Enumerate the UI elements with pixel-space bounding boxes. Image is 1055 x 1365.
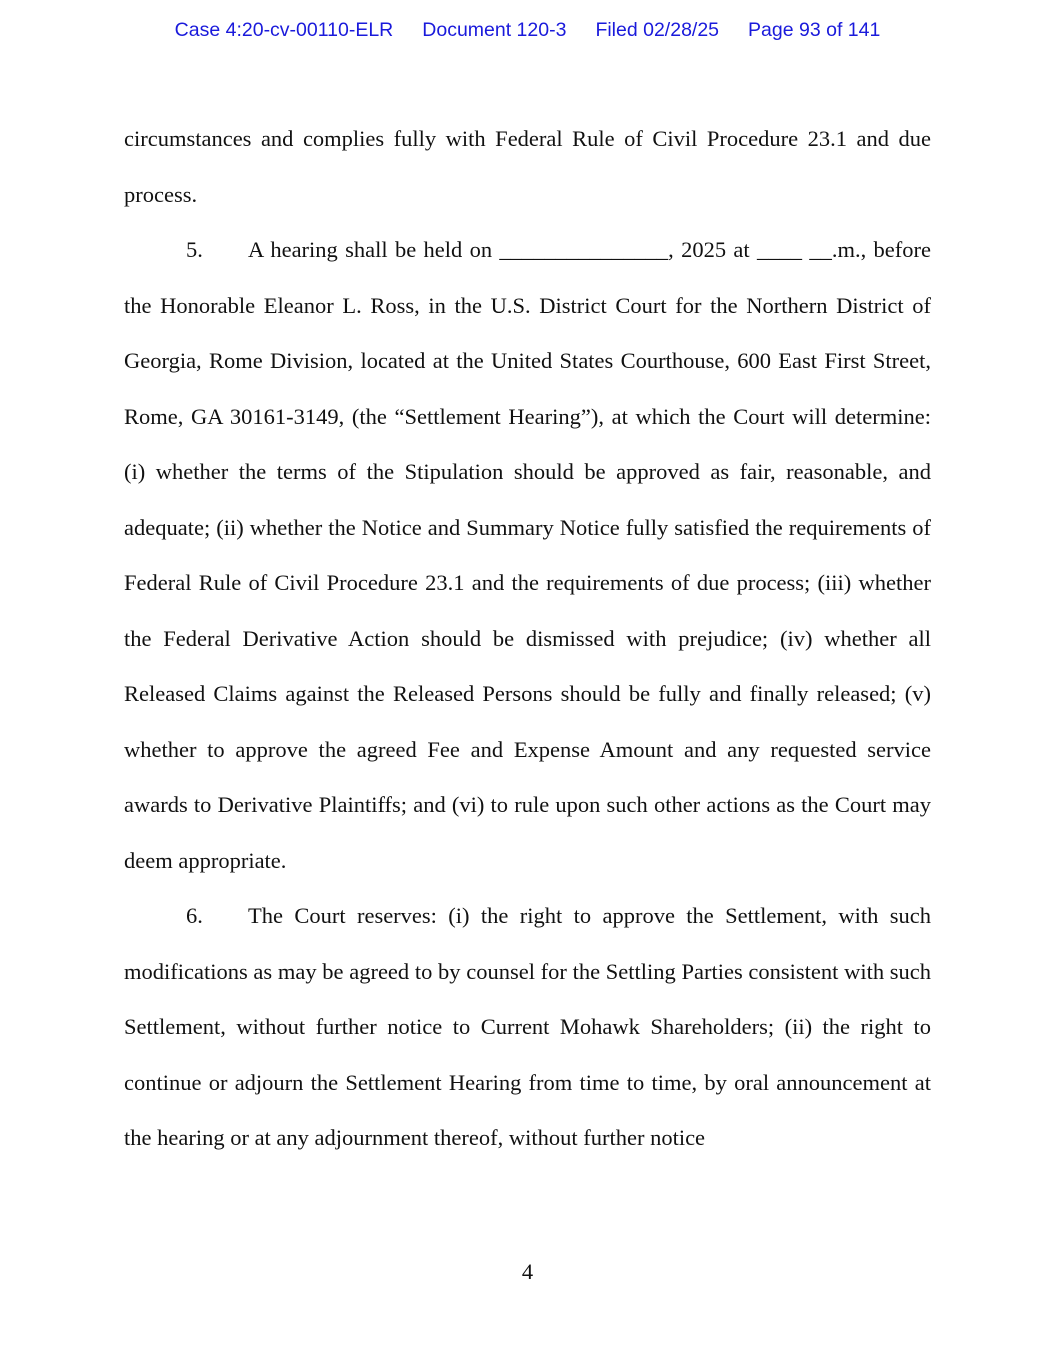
paragraph-6-number: 6. (186, 903, 203, 928)
paragraph-5 (124, 222, 931, 888)
page-count: Page 93 of 141 (748, 19, 881, 41)
paragraph-5-text: A hearing shall be held on _______________, 2025 at ____ __.m., before the Honorable Eleanor L. Ross, in the U.S. District Court for the Northern District of Georgia, Rome Division, located at the United States Courthouse, 600 East First Street, Rome, GA 30161-3149, (the “Settlement Hearing”), at which the Court will determine: (i) whether the terms of the Stipulation should be approved as fair, reasonable, and adequate; (ii) whether the Notice and Summary Notice fully satisfied the requirements of Federal Rule of Civil Procedure 23.1 and the requirements of due process; (iii) whether the Federal Derivative Action should be dismissed with prejudice; (iv) whether all Released Claims against the Released Persons should be fully and finally released; (v) whether to approve the agreed Fee and Expense Amount and any requested service awards to Derivative Plaintiffs; and (vi) to rule upon such other actions as the Court may deem appropriate. (124, 237, 931, 873)
document-number: Document 120-3 (422, 19, 567, 41)
paragraph-continuation: circumstances and complies fully with Federal Rule of Civil Procedure 23.1 and due process. (124, 126, 931, 207)
court-filing-header (0, 19, 1055, 42)
case-number: Case 4:20-cv-00110-ELR (174, 19, 394, 41)
document-body (124, 111, 931, 1166)
page-number: 4 (521, 1259, 534, 1284)
paragraph-6-text: The Court reserves: (i) the right to approve the Settlement, with such modifications as may be agreed to by counsel for the Settling Parties consistent with such Settlement, without further notice to Current Mohawk Shareholders; (ii) the right to continue or adjourn the Settlement Hearing from time to time, by oral announcement at the hearing or at any adjournment thereof, without further notice (124, 903, 931, 1150)
filed-date: Filed 02/28/25 (595, 19, 720, 41)
paragraph-6 (124, 888, 931, 1166)
paragraph-5-number: 5. (186, 237, 203, 262)
